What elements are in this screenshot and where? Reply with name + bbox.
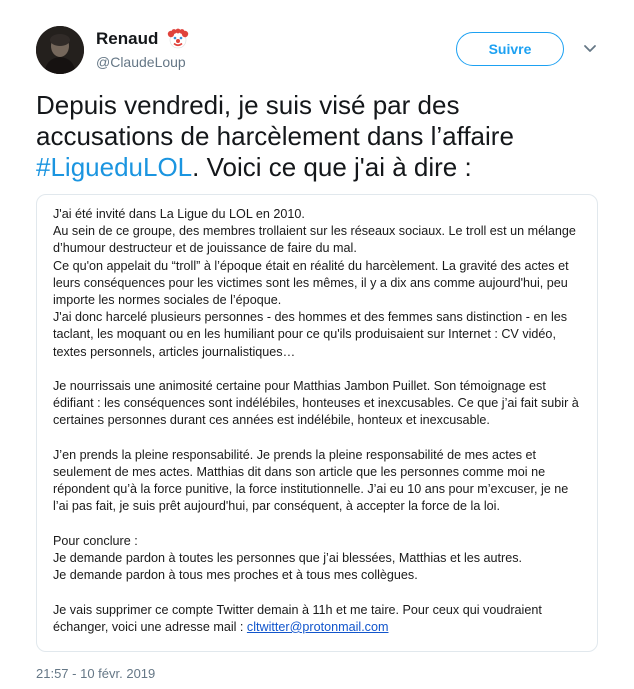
statement-line: Ce qu'on appelait du “troll” à l’époque était en réalité du harcèlement. La gravité des actes et leurs conséquences pour les victimes sont les mêmes, il y a dix ans comme aujourd'hui, peu importe les normes sociales de l’époque. [53,258,569,308]
statement-line: Pour conclure : [53,533,138,548]
statement-line: Au sein de ce groupe, des membres trollaient sur les réseaux sociaux. Le troll est un mélange d’humour destructeur et de jouissance de faire du mal. [53,224,576,256]
paragraph-gap [53,516,585,533]
user-block [96,28,189,70]
statement-paragraph [53,602,585,636]
statement-line: Je demande pardon à toutes les personnes que j’ai blessées, Matthias et les autres. [53,551,523,566]
statement-text-part: Je vais supprimer ce compte Twitter demain à 11h et me taire. Pour ceux qui voudraient échanger, voici une adresse mail : [53,602,542,634]
user-handle[interactable]: @ClaudeLoup [96,54,186,70]
follow-button[interactable]: Suivre [456,32,564,66]
statement-text [53,206,585,636]
display-name[interactable]: Renaud [96,29,159,48]
statement-image[interactable] [36,194,598,652]
statement-line: J'ai été invité dans La Ligue du LOL en 2010. [53,207,305,221]
tweet-timestamp[interactable]: 21:57 - 10 févr. 2019 [36,666,156,681]
clown-face-emoji-icon [167,28,189,50]
tweet-text-part: . Voici ce que j'ai à dire : [192,152,472,182]
avatar[interactable] [36,26,84,74]
chevron-down-icon[interactable] [580,38,600,58]
tweet-header [36,26,606,78]
tweet-text-part: Depuis vendredi, je suis visé par des accusations de harcèlement dans l’affaire [36,90,514,151]
hashtag-link[interactable]: #LigueduLOL [36,152,193,182]
tweet-text [36,90,602,183]
paragraph-gap [53,584,585,601]
paragraph-gap [53,361,585,378]
profile-avatar-image [36,26,84,74]
statement-line: J'ai donc harcelé plusieurs personnes - des hommes et des femmes sans distinction - en les taclant, les moquant ou en les humiliant pour ce qu'ils produisaient sur Internet : CV vidéo, textes personnels, articles journalistiques… [53,310,568,359]
statement-line: Je demande pardon à tous mes proches et à tous mes collègues. [53,568,418,583]
statement-paragraph: Je nourrissais une animosité certaine pour Matthias Jambon Puillet. Son témoignage est édifiant : les conséquences sont indélébiles, honteuses et inexcusables. Ce que j’ai fait subir à certaines personnes durant ces années est indélébile, honteux et inexcusable. [53,379,579,428]
email-link[interactable]: cltwitter@protonmail.com [246,619,389,634]
paragraph-gap [53,430,585,447]
statement-paragraph: J’en prends la pleine responsabilité. Je prends la pleine responsabilité de mes actes et seulement de mes actes. Matthias dit dans son article que les personnes comme moi ne répondent qu’à la force punitive, la force institutionnelle. J’ai eu 10 ans pour m’excuser, je ne l’ai pas fait, je suis prêt aujourd'hui, par conséquent, à accepter la force de la loi. [53,447,569,514]
